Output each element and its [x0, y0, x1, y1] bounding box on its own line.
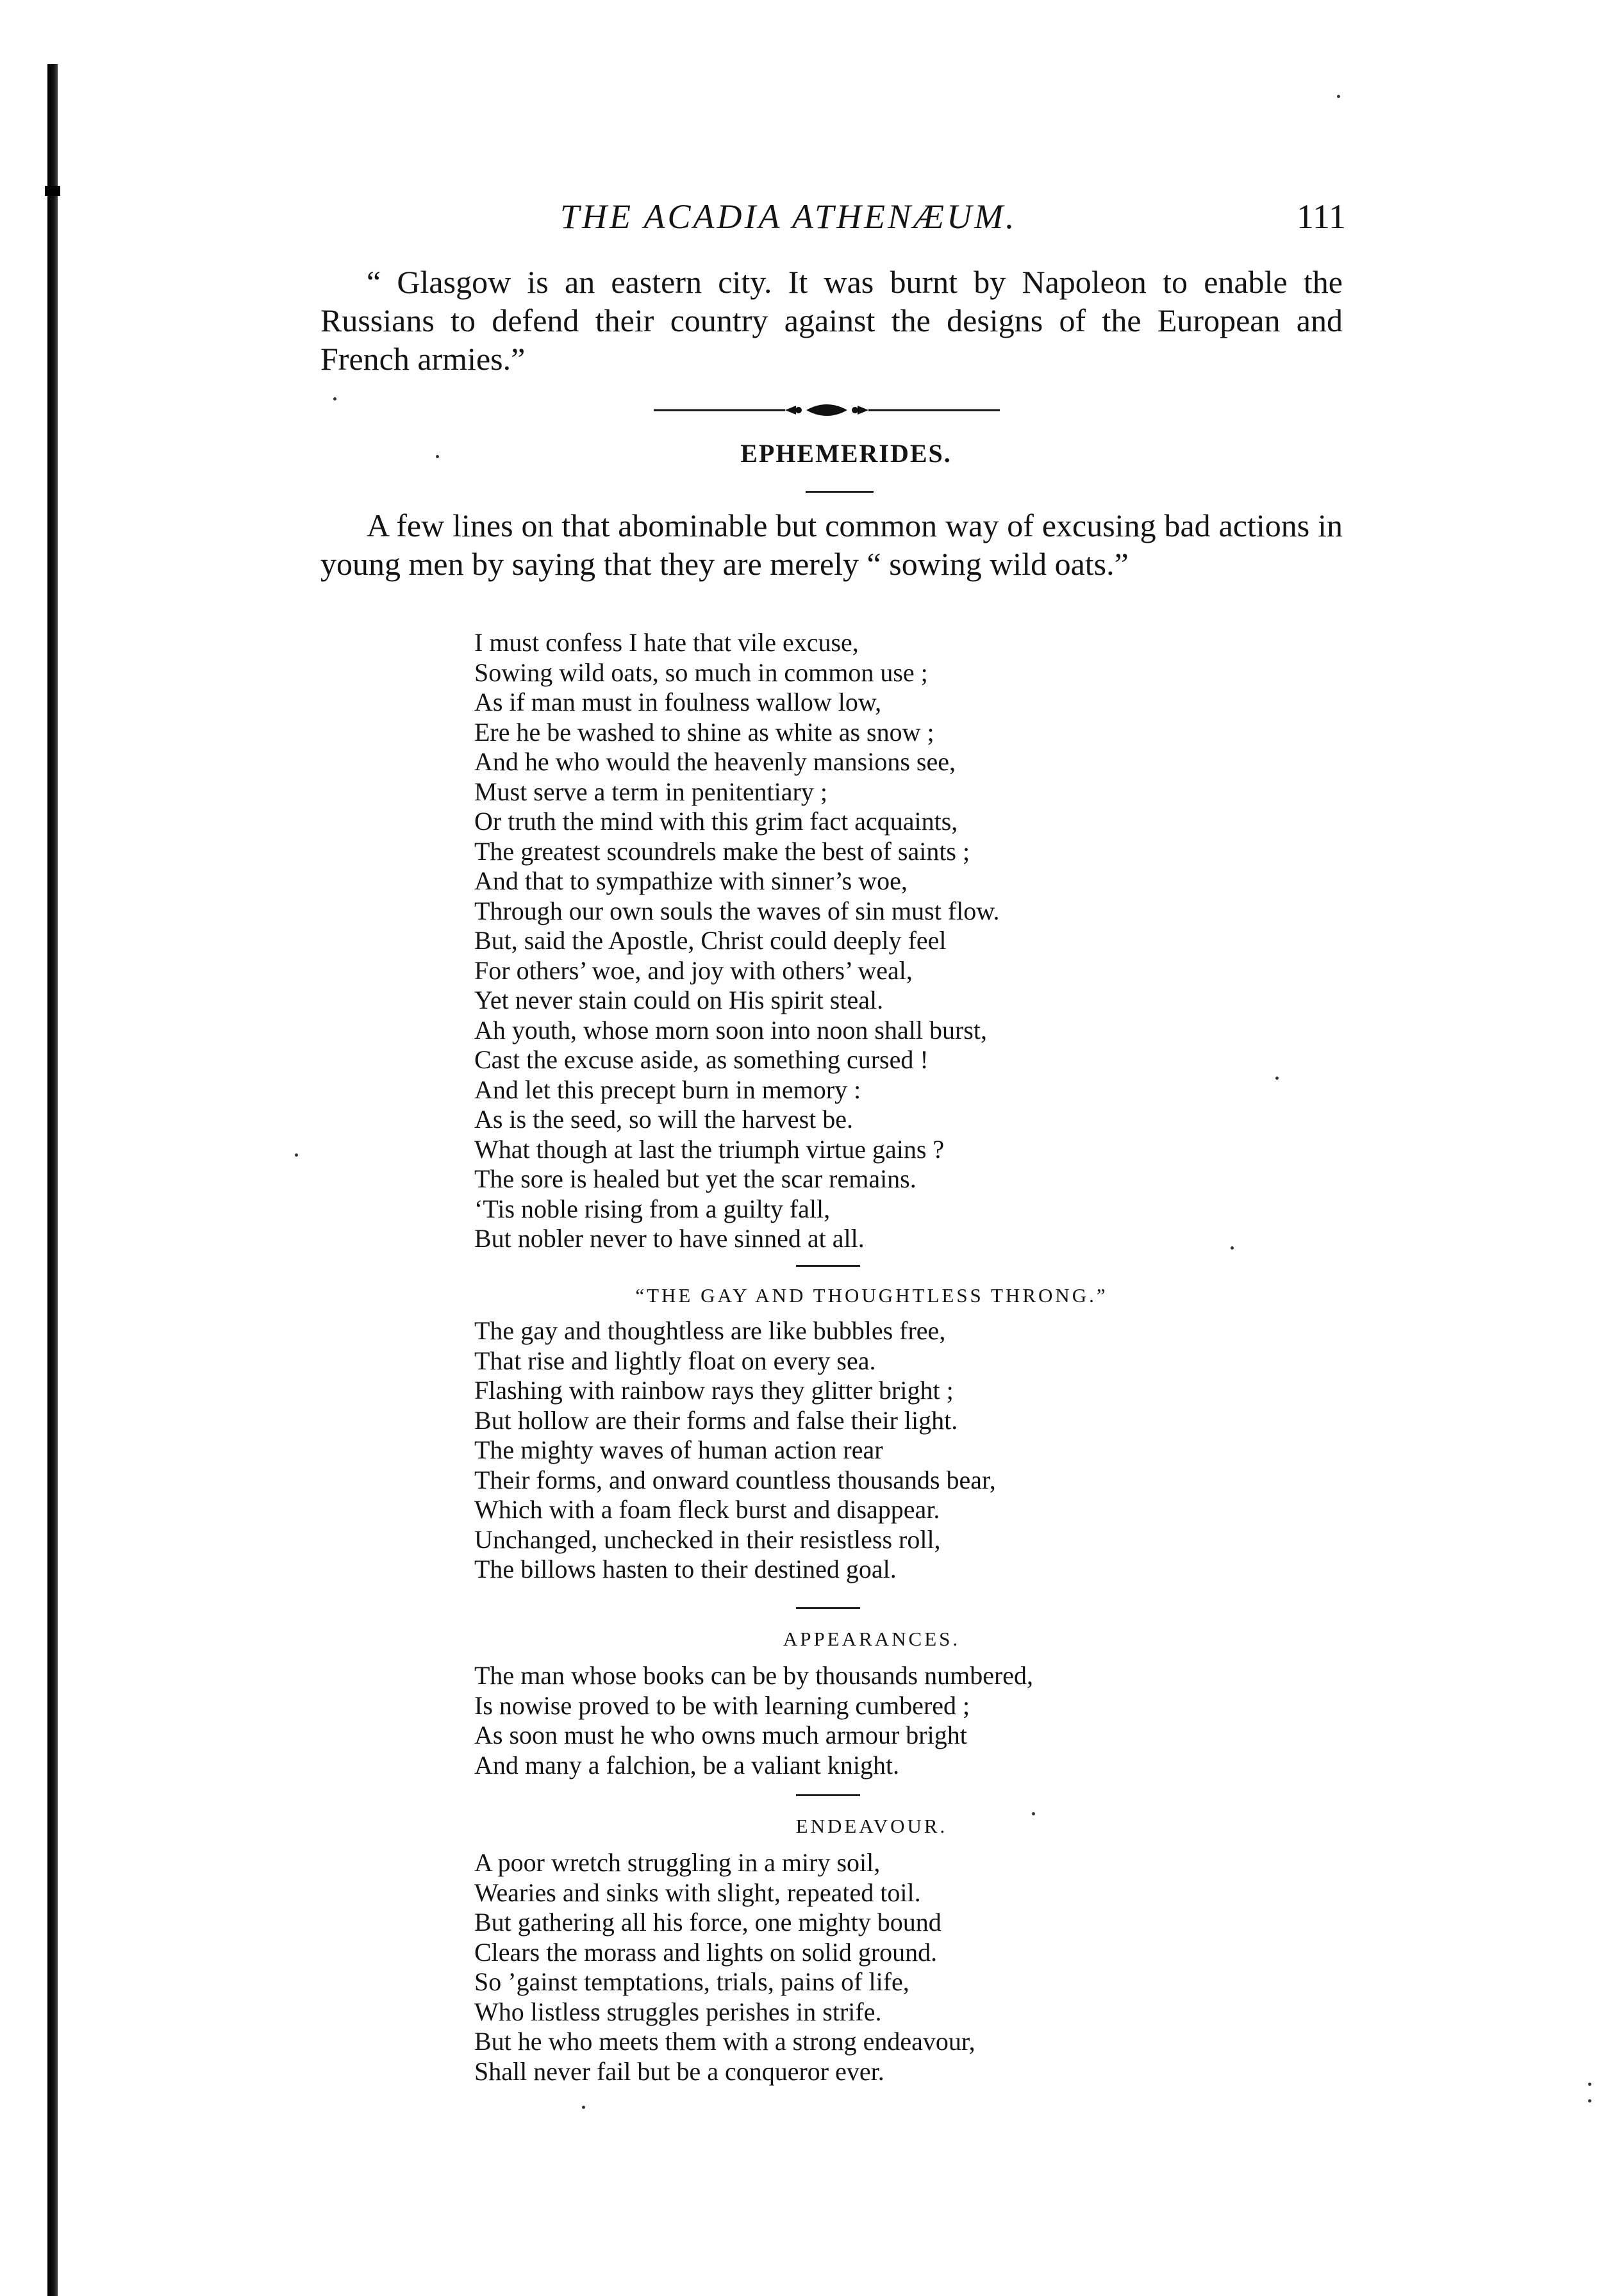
poem-line: Yet never stain could on His spirit steal. — [474, 986, 884, 1014]
poem-line: But, said the Apostle, Christ could deeply feel — [474, 926, 947, 955]
poem-line: Ere he be washed to shine as white as snow ; — [474, 717, 934, 747]
running-head — [320, 197, 1346, 236]
print-speck — [1337, 95, 1340, 98]
poem-line: Which with a foam fleck burst and disappear. — [474, 1495, 940, 1524]
poem-endeavour — [474, 1848, 1346, 2086]
poem-line: I must confess I hate that vile excuse, — [474, 628, 859, 657]
divider-rule — [796, 1607, 860, 1609]
print-speck — [1231, 1246, 1234, 1250]
print-speck — [1588, 2083, 1591, 2086]
poem-line: The mighty waves of human action rear — [474, 1435, 883, 1464]
poem-appearances — [474, 1661, 1346, 1780]
section-heading: EPHEMERIDES. — [740, 439, 952, 468]
poem-line: And let this precept burn in memory : — [474, 1075, 861, 1104]
poem-line: Their forms, and onward countless thousands bear, — [474, 1465, 996, 1494]
poem-line: The man whose books can be by thousands numbered, — [474, 1661, 1034, 1690]
binding-mark — [45, 192, 60, 196]
print-speck — [436, 455, 439, 458]
intro-paragraph — [320, 263, 1343, 378]
poem-line: Or truth the mind with this grim fact acquaints, — [474, 807, 958, 836]
print-speck — [582, 2106, 585, 2109]
poem-line: Must serve a term in penitentiary ; — [474, 777, 827, 806]
poem-gay-and-thoughtless — [474, 1316, 1346, 1585]
print-speck — [295, 1153, 298, 1157]
poem-line: Through our own souls the waves of sin must flow. — [474, 896, 1000, 925]
poem-line: As soon must he who owns much armour bright — [474, 1721, 967, 1749]
poem-line: The greatest scoundrels make the best of saints ; — [474, 836, 970, 866]
poem-line: Cast the excuse aside, as something cursed ! — [474, 1045, 929, 1074]
section-intro — [320, 506, 1343, 583]
poem-line: As if man must in foulness wallow low, — [474, 688, 882, 716]
poem-line: Clears the morass and lights on solid ground. — [474, 1937, 938, 1967]
book-binding-edge — [47, 64, 58, 2296]
poem-line: But nobler never to have sinned at all. — [474, 1224, 865, 1253]
print-speck — [1588, 2099, 1591, 2102]
section-ornament — [654, 399, 1000, 422]
intro-paragraph-text: “ Glasgow is an eastern city. It was burnt by Napoleon to enable the Russians to defend their country against the designs of the European and French armies.” — [320, 264, 1343, 377]
divider-rule — [796, 1794, 860, 1796]
poem-line: Flashing with rainbow rays they glitter bright ; — [474, 1376, 954, 1405]
running-title: THE ACADIA ATHENÆUM. — [560, 197, 1017, 236]
poem-line: But hollow are their forms and false their light. — [474, 1405, 958, 1435]
poem-line: The sore is healed but yet the scar remains. — [474, 1164, 917, 1193]
poem-line: Sowing wild oats, so much in common use ; — [474, 657, 928, 687]
poem-line: But he who meets them with a strong endeavour, — [474, 2027, 975, 2056]
divider-rule — [806, 491, 874, 493]
poem-line: And that to sympathize with sinner’s woe, — [474, 866, 908, 895]
section-intro-text: A few lines on that abominable but common way of excusing bad actions in young men by saying that they are merely “ sowing wild oats.” — [320, 508, 1343, 582]
poem-title-endeavour: ENDEAVOUR. — [795, 1815, 948, 1837]
poem-line: The gay and thoughtless are like bubbles free, — [474, 1316, 946, 1345]
poem-title-appearances: APPEARANCES. — [783, 1628, 961, 1650]
poem-line: What though at last the triumph virtue gains ? — [474, 1134, 945, 1164]
print-speck — [1032, 1812, 1035, 1815]
poem-line: As is the seed, so will the harvest be. — [474, 1105, 853, 1134]
poem-line: And he who would the heavenly mansions see, — [474, 747, 956, 776]
poem-line: ‘Tis noble rising from a guilty fall, — [474, 1194, 831, 1223]
poem-line: And many a falchion, be a valiant knight. — [474, 1750, 900, 1780]
poem-line: So ’gainst temptations, trials, pains of life, — [474, 1967, 909, 1996]
poem-line: A poor wretch struggling in a miry soil, — [474, 1848, 881, 1877]
poem-line: Ah youth, whose morn soon into noon shall burst, — [474, 1015, 987, 1045]
poem-line: That rise and lightly float on every sea. — [474, 1346, 876, 1375]
poem-title-gay-and-thoughtless: “THE GAY AND THOUGHTLESS THRONG.” — [635, 1284, 1108, 1307]
poem-sowing-wild-oats — [474, 628, 1346, 1254]
poem-line: Shall never fail but be a conqueror ever. — [474, 2056, 884, 2086]
page-number: 111 — [1297, 197, 1346, 236]
poem-line: Is nowise proved to be with learning cumbered ; — [474, 1690, 970, 1720]
print-speck — [333, 397, 336, 401]
poem-line: Who listless struggles perishes in strife. — [474, 1997, 882, 2026]
poem-line: Unchanged, unchecked in their resistless roll, — [474, 1524, 941, 1554]
print-speck — [1275, 1077, 1279, 1080]
poem-line: Wearies and sinks with slight, repeated toil. — [474, 1878, 921, 1907]
poem-line: For others’ woe, and joy with others’ weal, — [474, 955, 913, 985]
divider-rule — [796, 1265, 860, 1267]
printed-page — [320, 0, 1346, 2296]
poem-line: But gathering all his force, one mighty bound — [474, 1908, 942, 1937]
poem-line: The billows hasten to their destined goal. — [474, 1555, 897, 1583]
